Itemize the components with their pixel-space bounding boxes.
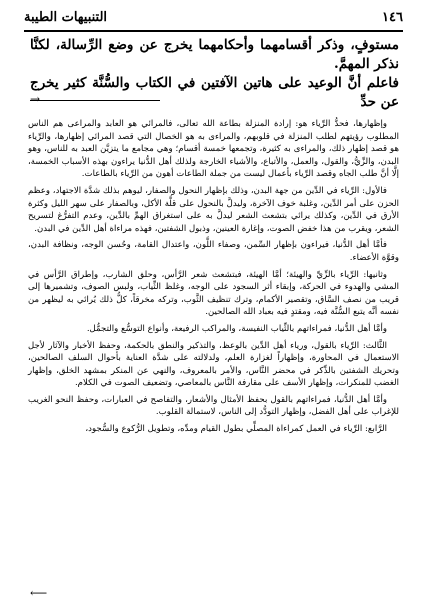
continuation-arrow-icon: ⟵ bbox=[30, 586, 48, 600]
footnote-rule bbox=[30, 100, 160, 101]
paragraph: الثَّالث: الرِّياء بالقول، ورياء أهل الدِّين بالوعظ، والتذكير والنطق بالحكمة، وحفظ الأخبار والآثار لأجل الاستعمال في المحاورة، وإظهاراً لغزارة العلم، ولدلالته على شدَّة العناية بأحوال السلف الصالحين، وتحريك الشفتين بالذِّكر في محضر النَّاس، والأمر بالمعروف، والنهي عن المنكر بمشهد الخلق، وإظهار الغضب للمنكرات، وإظهار الأسف على مقارفة النَّاس بالمعاصي، وتضعيف الصوت في الكلام. bbox=[28, 340, 399, 389]
page-header bbox=[24, 10, 403, 28]
paragraph: وثانيها: الرِّياء بالزِّيِّ والهيئة؛ أمَّا الهيئة، فبتشعث شعر الرَّأس، وحلق الشارب، وإطراق الرَّأس في المشي والهدوء في الحركة، وإبقاء أثر السجود على الوجه، وغلظ الثِّياب، ولبس الصوف، وتشميرها إلى قريب من نصف السَّاق، وتقصير الأكمام، وترك تنظيف الثَّوب، وتركه مخرقاً، كلُّ ذلك يُرائي به ليظهر من نفسه أنَّه يتبع السُّنَّة فيه، ومقتدٍ فيه بعباد الله الصالحين. bbox=[28, 269, 399, 318]
intro-line-2: فاعلم أنَّ الوعيد على هاتين الآفتين في الكتاب والسُّنَّة كثير يخرج عن حدِّ bbox=[30, 75, 399, 110]
header-rule bbox=[24, 30, 403, 32]
paragraph: الرَّابع: الرِّياء في العمل كمراءاة المصلِّي بطول القيام ومدِّه، وتطويل الرُّكوع والسُّجود، bbox=[85, 424, 387, 435]
intro-line-1: مستوفٍ، وذكر أقسامهما وأحكامهما يخرج عن وضع الرِّسالة، لكنَّا نذكر المهمَّ. bbox=[30, 37, 399, 72]
body-text bbox=[28, 118, 399, 594]
continuation-arrow-icon: → bbox=[30, 92, 41, 106]
paragraph: فأمَّا أهل الدُّنيا، فيراءون بإظهار السِّمن، وصفاء اللَّون، واعتدال القامة، وحُسن الوجه، ونظافة البدن، وقوَّة الأعضاء. bbox=[28, 240, 399, 263]
paragraph: وإظهارها، فحدُّ الرِّياء هو: إرادة المنزلة بطاعة الله تعالى، فالمرائي هو العابد والمراعى هم الناس المطلوب رؤيتهم لطلب المنزلة في قلوبهم، والمراءى به هو الخصال التي قصد المرائي إظهارها، والرِّياء هو قصد إظهار ذلك، والمراءى به كثيرة، وتجمعها خمسة أقسام؛ وهي مجامع ما يتزيَّن العبد به للناس، وهو البدن، والزِّيُّ، والقول، والعمل، والأتباع، والأشياء الخارجة ولذلك أهل الدُّنيا يراءون بهذه الأسباب الخمسة، إلَّا أنَّ طلب الجاه وقصد الرِّياء بأعمال ليست من جملة الطاعات أهون من الرِّياء بالطاعات. bbox=[28, 119, 399, 180]
page-number: ١٤٦ bbox=[382, 10, 403, 25]
paragraph: فالأول: الرِّياء في الدِّين من جهة البدن، وذلك بإظهار النحول والصفار، ليوهم بذلك شدَّة الاجتهاد، وعظم الحزن على أمر الدِّين، وغلبة خوف الآخرة، وليدلَّ بالنحول على قلَّة الأكل، وبالصفار على سهر الليل وكثرة الأرق في الدِّين، وكذلك يرائي بتشعث الشعر ليدلَّ به على استغراق الهمِّ بالدِّين، وعدم التفرُّغ لتسريح الشعر، ويقرب من هذا خفض الصوت، وإغارة العينين، وذبول الشفتين، فهذه مراءاة أهل الدِّين في البدن. bbox=[28, 185, 399, 234]
paragraph: وأمَّا أهل الدُّنيا، فمراءاتهم بالقول بحفظ الأمثال والأشعار، والتفاصح في العبارات، وحفظ النحو الغريب للإغراب على أهل الفضل، وإظهار التودُّد إلى الناس، لاستمالة القلوب. bbox=[28, 394, 399, 418]
running-title: التنبيهات الطيبة bbox=[24, 10, 108, 25]
paragraph: وأمَّا أهل الدُّنيا، فمراءاتهم بالثِّياب النفيسة، والمراكب الرفيعة، وأنواع التوسُّع والتجمُّل. bbox=[86, 323, 387, 334]
